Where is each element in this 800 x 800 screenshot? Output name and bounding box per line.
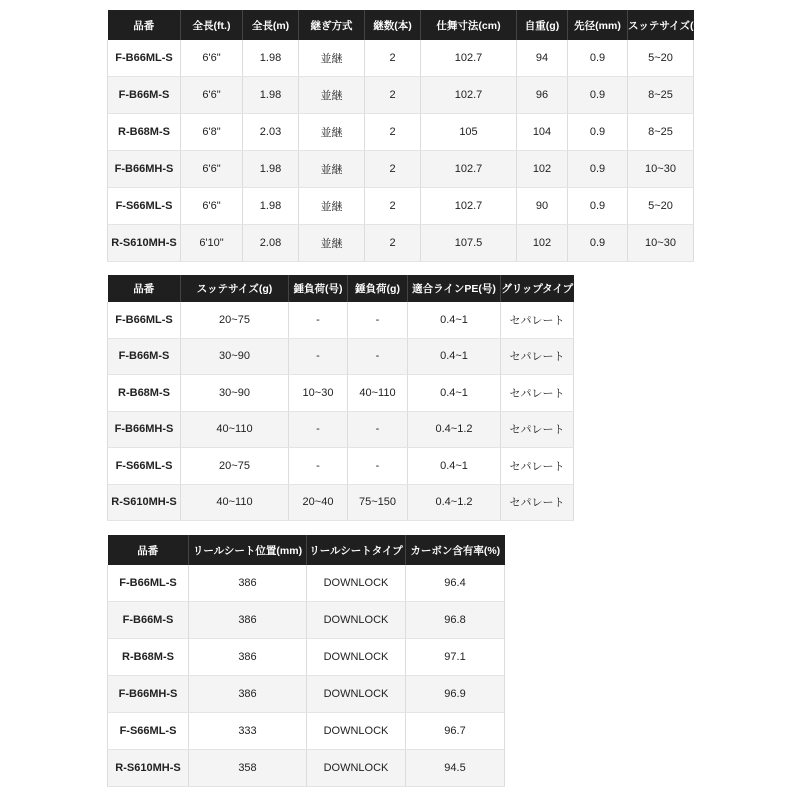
table-cell: 2.03 (243, 114, 299, 151)
column-header: スッテサイズ(g) (181, 275, 289, 302)
table-cell: 6'6" (181, 40, 243, 77)
column-header: 継数(本) (365, 10, 421, 40)
model-number-cell: F-B66MH-S (108, 151, 181, 188)
table-header-row (108, 10, 694, 40)
table-cell: 6'6" (181, 151, 243, 188)
model-number-cell: F-B66M-S (108, 338, 181, 375)
model-number-cell: F-B66M-S (108, 602, 189, 639)
table-cell: 75~150 (348, 484, 408, 521)
table-row (108, 639, 505, 676)
table-cell: 0.9 (568, 151, 628, 188)
table-row (108, 411, 574, 448)
table-row (108, 302, 574, 338)
table-cell: 並継 (299, 151, 365, 188)
table-cell: 102.7 (421, 188, 517, 225)
table-cell: 20~40 (289, 484, 348, 521)
table-cell: 0.9 (568, 40, 628, 77)
table-cell: 6'6" (181, 188, 243, 225)
table-cell: 2 (365, 225, 421, 262)
table-cell: 2.08 (243, 225, 299, 262)
column-header: 全長(ft.) (181, 10, 243, 40)
model-number-cell: F-B66ML-S (108, 302, 181, 338)
table-cell: 102.7 (421, 151, 517, 188)
table-cell: 0.9 (568, 114, 628, 151)
table-cell: 96 (517, 77, 568, 114)
table-row (108, 151, 694, 188)
model-number-cell: F-B66ML-S (108, 565, 189, 602)
table-cell: 0.4~1.2 (408, 411, 501, 448)
column-header: リールシート位置(mm) (189, 535, 307, 565)
column-header: 全長(m) (243, 10, 299, 40)
table-row (108, 225, 694, 262)
table-cell: 90 (517, 188, 568, 225)
table-cell: 333 (189, 713, 307, 750)
model-number-cell: F-S66ML-S (108, 448, 181, 485)
table-row (108, 750, 505, 787)
table-cell: 10~30 (628, 225, 694, 262)
column-header: グリップタイプ (501, 275, 574, 302)
table-cell: 97.1 (406, 639, 505, 676)
table-cell: 20~75 (181, 448, 289, 485)
table-cell: 102.7 (421, 40, 517, 77)
table-cell: 96.9 (406, 676, 505, 713)
model-number-cell: F-S66ML-S (108, 188, 181, 225)
table-cell: 0.4~1.2 (408, 484, 501, 521)
table-cell: セパレート (501, 338, 574, 375)
column-header: カーボン含有率(%) (406, 535, 505, 565)
table-cell: 102 (517, 225, 568, 262)
table-cell: 0.9 (568, 188, 628, 225)
table-cell: 1.98 (243, 77, 299, 114)
table-cell: 358 (189, 750, 307, 787)
table-cell: 102.7 (421, 77, 517, 114)
table-row (108, 565, 505, 602)
table-cell: - (348, 448, 408, 485)
table-cell: DOWNLOCK (307, 676, 406, 713)
column-header: 錘負荷(g) (348, 275, 408, 302)
table-cell: セパレート (501, 484, 574, 521)
table-cell: 102 (517, 151, 568, 188)
table-cell: 2 (365, 151, 421, 188)
table-row (108, 676, 505, 713)
column-header: 先径(mm) (568, 10, 628, 40)
table-cell: DOWNLOCK (307, 565, 406, 602)
spec-table-load (107, 275, 574, 521)
table-row (108, 40, 694, 77)
table-cell: 40~110 (181, 484, 289, 521)
table-cell: セパレート (501, 448, 574, 485)
table-cell: セパレート (501, 375, 574, 412)
table-cell: 0.4~1 (408, 338, 501, 375)
table-cell: 0.4~1 (408, 375, 501, 412)
table-cell: 10~30 (628, 151, 694, 188)
table-cell: 並継 (299, 40, 365, 77)
table-cell: 2 (365, 77, 421, 114)
table-row (108, 338, 574, 375)
table-row (108, 484, 574, 521)
table-cell: 2 (365, 188, 421, 225)
table-cell: 0.4~1 (408, 448, 501, 485)
table-cell: 並継 (299, 77, 365, 114)
table-cell: - (348, 411, 408, 448)
table-cell: DOWNLOCK (307, 639, 406, 676)
table-cell: - (289, 411, 348, 448)
table-row (108, 448, 574, 485)
table-cell: 0.4~1 (408, 302, 501, 338)
model-number-cell: R-S610MH-S (108, 484, 181, 521)
table-cell: セパレート (501, 302, 574, 338)
column-header: リールシートタイプ (307, 535, 406, 565)
table-row (108, 375, 574, 412)
table-cell: 1.98 (243, 188, 299, 225)
model-number-cell: R-S610MH-S (108, 750, 189, 787)
column-header: 錘負荷(号) (289, 275, 348, 302)
table-cell: 30~90 (181, 338, 289, 375)
column-header: 品番 (108, 10, 181, 40)
table-cell: 0.9 (568, 225, 628, 262)
spec-table-basic (107, 10, 708, 262)
table-row (108, 713, 505, 750)
table-cell: 386 (189, 639, 307, 676)
column-header: 仕舞寸法(cm) (421, 10, 517, 40)
model-number-cell: R-B68M-S (108, 639, 189, 676)
column-header: スッテサイズ(号) (628, 10, 694, 40)
table-cell: 104 (517, 114, 568, 151)
table-cell: - (289, 302, 348, 338)
model-number-cell: F-S66ML-S (108, 713, 189, 750)
table-row (108, 77, 694, 114)
table-cell: 40~110 (181, 411, 289, 448)
table-cell: 6'10" (181, 225, 243, 262)
table-cell: 並継 (299, 225, 365, 262)
table-cell: 並継 (299, 188, 365, 225)
column-header: 自重(g) (517, 10, 568, 40)
table-cell: 並継 (299, 114, 365, 151)
table-cell: 386 (189, 565, 307, 602)
table-cell: 20~75 (181, 302, 289, 338)
model-number-cell: F-B66M-S (108, 77, 181, 114)
table-cell: セパレート (501, 411, 574, 448)
table-row (108, 602, 505, 639)
table-cell: 1.98 (243, 151, 299, 188)
table-cell: 30~90 (181, 375, 289, 412)
table-cell: 94 (517, 40, 568, 77)
spec-table-reelseat (107, 535, 505, 787)
table-cell: 2 (365, 40, 421, 77)
table-cell: 10~30 (289, 375, 348, 412)
model-number-cell: R-S610MH-S (108, 225, 181, 262)
table-cell: - (289, 338, 348, 375)
table-cell: 386 (189, 602, 307, 639)
table-cell: 8~25 (628, 114, 694, 151)
table-row (108, 114, 694, 151)
table-cell: 1.98 (243, 40, 299, 77)
table-cell: 107.5 (421, 225, 517, 262)
table-cell: 96.8 (406, 602, 505, 639)
table-header-row (108, 275, 574, 302)
table-cell: DOWNLOCK (307, 713, 406, 750)
model-number-cell: F-B66ML-S (108, 40, 181, 77)
model-number-cell: R-B68M-S (108, 114, 181, 151)
table-cell: 6'6" (181, 77, 243, 114)
table-cell: 5~20 (628, 188, 694, 225)
table-cell: - (348, 302, 408, 338)
column-header: 品番 (108, 275, 181, 302)
table-cell: 96.4 (406, 565, 505, 602)
table-cell: 94.5 (406, 750, 505, 787)
table-cell: 5~20 (628, 40, 694, 77)
model-number-cell: R-B68M-S (108, 375, 181, 412)
table-cell: 40~110 (348, 375, 408, 412)
table-cell: 8~25 (628, 77, 694, 114)
table-cell: 386 (189, 676, 307, 713)
column-header: 品番 (108, 535, 189, 565)
table-header-row (108, 535, 505, 565)
table-cell: 2 (365, 114, 421, 151)
table-cell: DOWNLOCK (307, 750, 406, 787)
table-cell: DOWNLOCK (307, 602, 406, 639)
table-cell: 96.7 (406, 713, 505, 750)
table-cell: - (289, 448, 348, 485)
table-cell: 0.9 (568, 77, 628, 114)
model-number-cell: F-B66MH-S (108, 676, 189, 713)
table-cell: - (348, 338, 408, 375)
model-number-cell: F-B66MH-S (108, 411, 181, 448)
table-row (108, 188, 694, 225)
table-cell: 6'8" (181, 114, 243, 151)
column-header: 適合ラインPE(号) (408, 275, 501, 302)
column-header: 継ぎ方式 (299, 10, 365, 40)
table-cell: 105 (421, 114, 517, 151)
